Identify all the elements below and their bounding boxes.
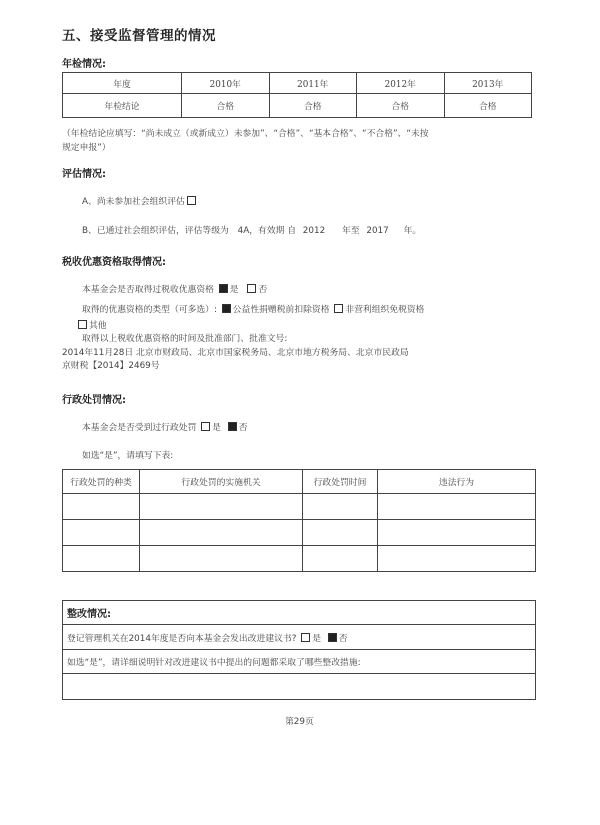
table-cell[interactable] <box>303 546 378 572</box>
inspection-note-line2: 规定申报”） <box>62 143 111 153</box>
evaluation-option-b <box>82 223 421 236</box>
table-cell <box>63 625 536 650</box>
rectification-no-checkbox[interactable] <box>328 633 337 642</box>
tax-yes-checkbox[interactable] <box>219 284 228 293</box>
penalty-no-label: 否 <box>238 423 248 433</box>
annual-inspection-heading: 年检情况: <box>62 59 106 70</box>
tax-type3-checkbox[interactable] <box>78 320 87 329</box>
tax-heading: 税收优惠资格取得情况: <box>62 257 166 268</box>
rectification-table <box>62 600 536 700</box>
table-cell[interactable] <box>63 520 140 546</box>
table-cell: 2011年 <box>269 73 357 94</box>
tax-no-checkbox[interactable] <box>247 284 256 293</box>
tax-yes-label: 是 <box>229 285 239 295</box>
tax-type1-checkbox[interactable] <box>222 304 231 313</box>
evaluation-option-a <box>82 194 198 207</box>
evaluation-end-year: 2017 <box>366 226 389 236</box>
page-number: 第29页 <box>285 717 314 727</box>
section-title: 五、接受监督管理的情况 <box>62 28 216 44</box>
tax-type3-label: 其他 <box>89 321 107 331</box>
tax-question <box>82 282 267 295</box>
tax-approval-line2: 京财税【2014】2469号 <box>62 361 160 371</box>
table-row <box>63 73 532 94</box>
table-cell: 违法行为 <box>378 470 536 494</box>
table-cell: 年度 <box>63 73 182 94</box>
penalty-question-label: 本基金会是否受到过行政处罚 <box>82 423 197 433</box>
table-cell[interactable] <box>303 520 378 546</box>
table-row <box>63 625 536 650</box>
table-row <box>63 674 536 700</box>
rectification-no-label: 否 <box>338 633 348 644</box>
table-cell: 2013年 <box>444 73 532 94</box>
penalty-no-checkbox[interactable] <box>228 422 237 431</box>
table-row <box>63 494 536 520</box>
table-cell[interactable] <box>63 674 536 700</box>
table-cell: 2010年 <box>182 73 270 94</box>
evaluation-year-end: 年。 <box>403 226 422 236</box>
rectification-instruction: 如选“是”，请详细说明针对改进建议书中提出的问题都采取了哪些整改措施: <box>67 658 361 668</box>
penalty-heading: 行政处罚情况: <box>62 395 126 406</box>
inspection-note-line1: （年检结论应填写：“尚未成立（或新成立）未参加”、“合格”、“基本合格”、“不合格”、“未按 <box>62 129 429 139</box>
penalty-instruction: 如选“是”，请填写下表: <box>82 451 174 461</box>
table-cell: 合格 <box>269 94 357 118</box>
penalty-yes-label: 是 <box>212 423 221 433</box>
tax-type1-label: 公益性捐赠税前扣除资格 <box>232 305 330 315</box>
table-cell[interactable] <box>63 494 140 520</box>
table-cell[interactable] <box>303 494 378 520</box>
table-cell[interactable] <box>140 520 303 546</box>
table-cell: 合格 <box>357 94 445 118</box>
rectification-yes-checkbox[interactable] <box>301 633 310 642</box>
rectification-yes-label: 是 <box>312 633 321 644</box>
table-cell: 行政处罚的种类 <box>63 470 140 494</box>
table-cell: 行政处罚时间 <box>303 470 378 494</box>
evaluation-option-b-label: B、已通过社会组织评估，评估等级为 <box>82 226 229 236</box>
table-row <box>63 650 536 674</box>
tax-type-question-label: 取得的优惠资格的类型（可多选）: <box>82 305 217 315</box>
table-cell[interactable] <box>63 546 140 572</box>
tax-question-label: 本基金会是否取得过税收优惠资格 <box>82 285 214 295</box>
table-row <box>63 470 536 494</box>
table-row <box>63 94 532 118</box>
evaluation-option-a-checkbox[interactable] <box>187 196 196 205</box>
table-cell: 年检结论 <box>63 94 182 118</box>
table-cell[interactable] <box>378 494 536 520</box>
tax-type-question <box>82 302 424 315</box>
tax-approval-question: 取得以上税收优惠资格的时间及批准部门、批准文号: <box>82 334 288 344</box>
table-cell: 行政处罚的实施机关 <box>140 470 303 494</box>
tax-type2-checkbox[interactable] <box>334 304 343 313</box>
evaluation-grade: 4A <box>237 226 250 236</box>
table-cell[interactable] <box>378 546 536 572</box>
rectification-question: 登记管理机关在2014年度是否向本基金会发出改进建议书? <box>67 633 297 644</box>
penalty-yes-checkbox[interactable] <box>201 422 210 431</box>
evaluation-option-a-label: A、尚未参加社会组织评估 <box>82 197 185 207</box>
evaluation-year-to: 年至 <box>341 226 360 236</box>
tax-approval-line1: 2014年11月28日 北京市财政局、北京市国家税务局、北京市地方税务局、北京市民政局 <box>62 348 409 358</box>
annual-inspection-table <box>62 72 532 118</box>
evaluation-start-year: 2012 <box>302 226 326 236</box>
evaluation-heading: 评估情况: <box>62 169 106 180</box>
table-row <box>63 520 536 546</box>
table-row <box>63 546 536 572</box>
table-cell: 2012年 <box>357 73 445 94</box>
table-cell: 合格 <box>182 94 270 118</box>
table-cell[interactable] <box>140 494 303 520</box>
tax-no-label: 否 <box>258 285 268 295</box>
penalty-question <box>82 420 248 433</box>
penalty-table <box>62 469 536 572</box>
rectification-heading: 整改情况: <box>67 609 111 620</box>
evaluation-valid-label: ，有效期 自 <box>249 226 296 236</box>
table-cell <box>63 601 536 625</box>
tax-type3 <box>76 318 107 331</box>
table-cell <box>63 650 536 674</box>
tax-type2-label: 非营利组织免税资格 <box>345 305 425 315</box>
table-cell[interactable] <box>140 546 303 572</box>
table-row <box>63 601 536 625</box>
table-cell[interactable] <box>378 520 536 546</box>
table-cell: 合格 <box>444 94 532 118</box>
